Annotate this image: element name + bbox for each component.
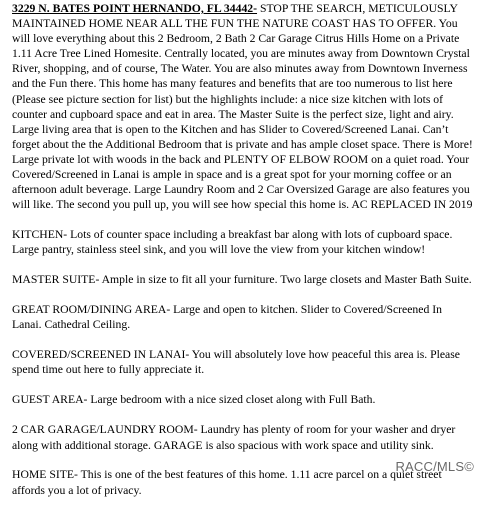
section-master-suite: MASTER SUITE- Ample in size to fit all your furniture. Two large closets and Master Bath Suite. xyxy=(12,273,472,287)
listing-intro-paragraph xyxy=(12,1,474,212)
section-kitchen: KITCHEN- Lots of counter space including a breakfast bar along with lots of cupboard space. Large pantry, stainless steel sink, and you will love the view from your kitchen window! xyxy=(12,228,453,257)
mls-watermark: RACC/MLS© xyxy=(395,459,474,474)
section-home-site: HOME SITE- This is one of the best features of this home. 1.11 acre parcel on a quiet street affords you a lot of privacy. xyxy=(12,468,442,497)
section-garage-laundry: 2 CAR GARAGE/LAUNDRY ROOM- Laundry has plenty of room for your washer and dryer along with additional storage. GARAGE is also spacious with work space and utility sink. xyxy=(12,423,456,452)
listing-document xyxy=(12,1,474,513)
section-guest-area: GUEST AREA- Large bedroom with a nice sized closet along with Full Bath. xyxy=(12,393,376,407)
listing-address-heading: 3229 N. BATES POINT HERNANDO, FL 34442- xyxy=(12,2,258,15)
section-great-room: GREAT ROOM/DINING AREA- Large and open to kitchen. Slider to Covered/Screened In Lanai. Cathedral Ceiling. xyxy=(12,303,442,332)
section-lanai: COVERED/SCREENED IN LANAI- You will absolutely love how peaceful this area is. Please spend time out here to fully appreciate it. xyxy=(12,348,460,377)
listing-intro-text: STOP THE SEARCH, METICULOUSLY MAINTAINED HOME NEAR ALL THE FUN THE NATURE COAST HAS TO OFFER. You will love everything about this 2 Bedroom, 2 Bath 2 Car Garage Citrus Hills Home on a Private 1.11 Acre Tree Lined Homesite. Centrally located, you are minutes away from Downtown Crystal River, shopping, and of course, The Water. You are also minutes away from Downtown Inverness and the Fun there. This home has many features and benefits that are too numerous to list here (Please see picture section for list) but the highlights include: a nice size kitchen with lots of counter and cupboard space and eat in area. The Master Suite is the perfect size, light and airy. Large living area that is open to the Kitchen and has Slider to Covered/Screened Lanai. Can’t forget about the the Additional Bedroom that is private and has ample closet space. There is More! Large private lot with woods in the back and PLENTY OF ELBOW ROOM on a quiet road. Your Covered/Screened in Lanai is ample in space and is a great spot for your morning coffee or an afternoon adult beverage. Large Laundry Room and 2 Car Oversized Garage are also features you will like. The second you pull up, you will see how special this home is. AC REPLACED IN 2019 xyxy=(12,2,473,212)
